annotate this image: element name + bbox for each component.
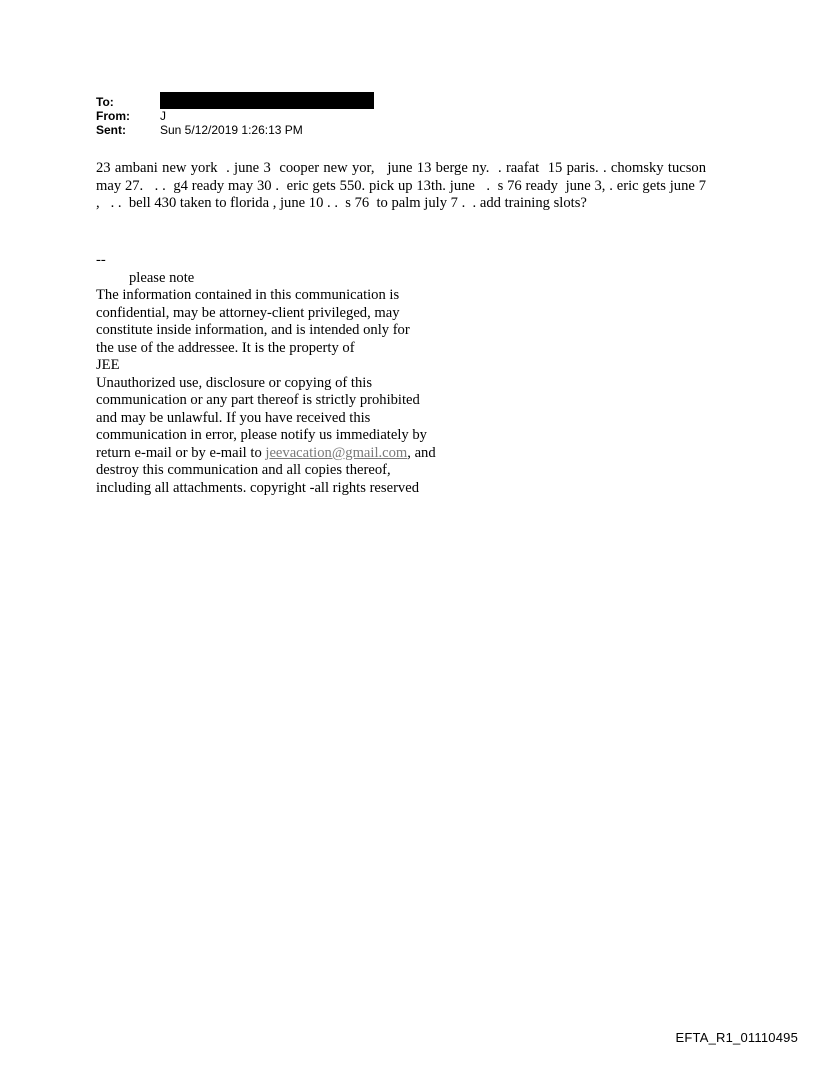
header-row-from xyxy=(96,109,374,123)
header-row-to xyxy=(96,95,374,109)
signature-block xyxy=(96,252,496,497)
email-body: 23 ambani new york . june 3 cooper new yor, june 13 berge ny. . raafat 15 paris. . chomsky tucson may 27. . . g4 ready may 30 . eric gets 550. pick up 13th. june . s 76 ready june 3, . eric gets june 7 , . . bell 430 taken to florida , june 10 . . s 76 to palm july 7 . . add training slots? xyxy=(96,160,710,211)
disclaimer-line: including all attachments. copyright -all rights reserved xyxy=(96,479,419,496)
signature-separator: -- xyxy=(96,252,106,268)
from-label: From: xyxy=(96,109,130,123)
email-header xyxy=(96,95,374,137)
email-line-suffix: , and xyxy=(407,444,436,461)
sent-label: Sent: xyxy=(96,123,126,137)
disclaimer-line: JEE xyxy=(96,357,120,373)
disclaimer-line: communication or any part thereof is strictly prohibited xyxy=(96,392,420,408)
disclaimer-line: and may be unlawful. If you have received this xyxy=(96,409,371,426)
document-id: EFTA_R1_01110495 xyxy=(675,1030,798,1045)
to-label: To: xyxy=(96,95,114,109)
signature-note: please note xyxy=(129,269,195,286)
sent-value: Sun 5/12/2019 1:26:13 PM xyxy=(160,123,303,137)
disclaimer-email-line xyxy=(96,445,496,463)
disclaimer-line: constitute inside information, and is intended only for xyxy=(96,322,410,338)
disclaimer-line: the use of the addressee. It is the property of xyxy=(96,339,355,356)
email-link[interactable]: jeevacation@gmail.com xyxy=(265,444,408,461)
header-row-sent xyxy=(96,123,374,137)
disclaimer-line: destroy this communication and all copies thereof, xyxy=(96,462,391,478)
redaction-bar xyxy=(160,92,374,109)
disclaimer-line: The information contained in this communication is xyxy=(96,287,400,303)
disclaimer-line: Unauthorized use, disclosure or copying of this xyxy=(96,374,373,391)
disclaimer-line: confidential, may be attorney-client privileged, may xyxy=(96,304,400,321)
from-value: J xyxy=(160,109,166,123)
disclaimer-line: communication in error, please notify us immediately by xyxy=(96,427,427,443)
email-line-prefix: return e-mail or by e-mail to xyxy=(96,444,266,461)
